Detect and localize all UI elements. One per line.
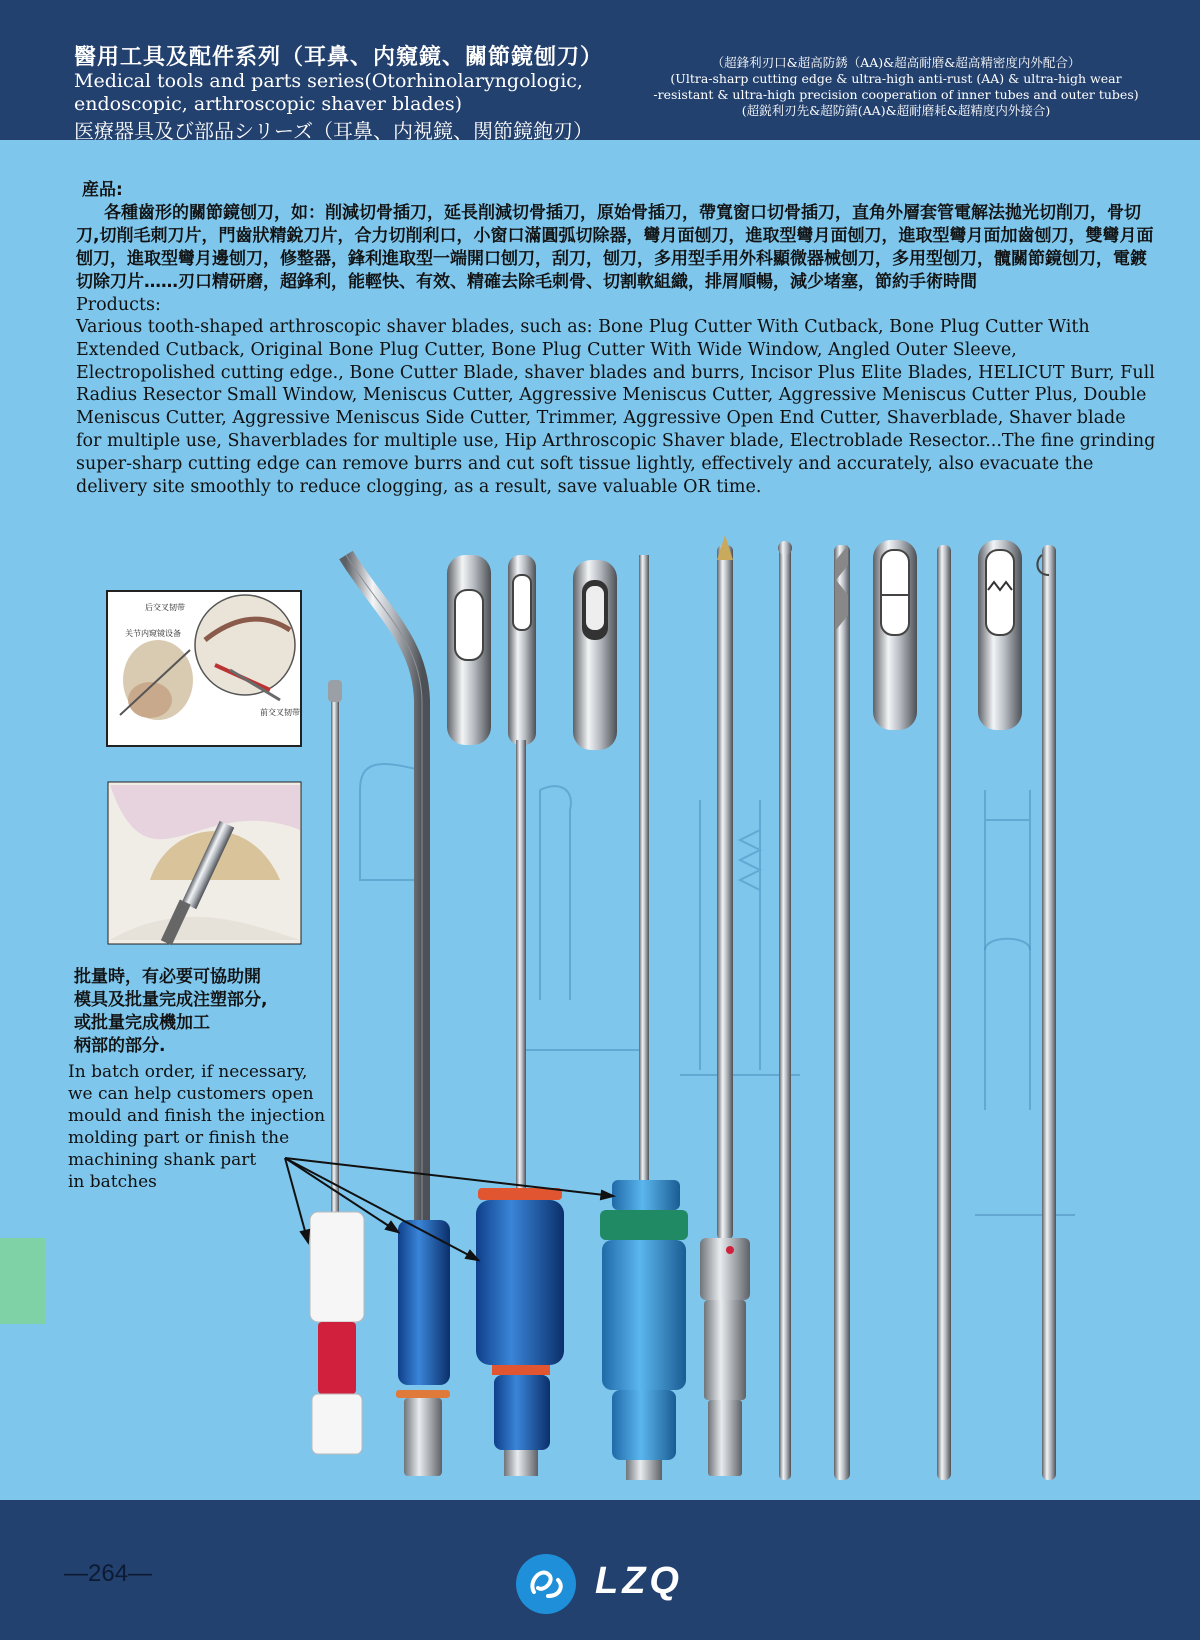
features-block (636, 55, 1156, 119)
batch-zh-line: 或批量完成機加工 (74, 1013, 210, 1033)
shaver-instrument-2 (346, 555, 450, 1476)
diagram-label-1: 后交叉韧带 (145, 603, 185, 612)
diagram-label-2: 关节内窥镜设备 (125, 629, 181, 638)
batch-zh-line: 批量時，有必要可協助開 (74, 967, 261, 987)
batch-en-line: mould and finish the injection (68, 1106, 326, 1126)
features-en-line1: (Ultra-sharp cutting edge & ultra-high anti-rust (AA) & ultra-high wear (670, 71, 1122, 86)
title-jp: 医療器具及び部品シリーズ（耳鼻、内視鏡、関節鏡鉋刃） (74, 119, 593, 143)
batch-zh-line: 模具及批量完成注塑部分, (74, 990, 268, 1010)
batch-en-line: in batches (68, 1172, 157, 1192)
title-zh: 醫用工具及配件系列（耳鼻、内窺鏡、關節鏡刨刀） (74, 45, 604, 70)
features-en-line2: -resistant & ultra-high precision cooperation of inner tubes and outer tubes) (653, 87, 1139, 102)
header-banner (0, 0, 1200, 143)
batch-note-zh (74, 966, 267, 1058)
arthroscopy-diagram (107, 591, 301, 746)
products-label-en: Products: (76, 295, 161, 315)
page-number: —264— (64, 1560, 153, 1587)
products-section (76, 175, 1156, 498)
diagram-label-3: 前交叉韧带 (260, 708, 300, 717)
shaver-instrument-3 (476, 740, 564, 1476)
features-jp: (超鋭利刃先&超防錆(AA)&超耐磨耗&超精度内外接合) (741, 103, 1051, 118)
blade-tip-closeups (447, 540, 1022, 750)
batch-note-en (68, 1061, 325, 1193)
side-tab-marker (0, 1238, 45, 1324)
title-en-line2: endoscopic, arthroscopic shaver blades) (74, 93, 462, 115)
batch-en-line: we can help customers open (68, 1084, 314, 1104)
shaver-instrument-5 (700, 535, 750, 1476)
batch-zh-line: 柄部的部分. (74, 1036, 166, 1056)
batch-en-line: In batch order, if necessary, (68, 1062, 308, 1082)
brand-logo-icon (514, 1552, 578, 1616)
products-desc-en: Various tooth-shaped arthroscopic shaver blades, such as: Bone Plug Cutter With Cutback, Bone Plug Cutter With Extended Cutback, Original Bone Plug Cutter, Bone Plug Cutter With Wide Window, Angled Outer Sleeve, Electropolished cutting edge., Bone Cutter Blade, shaver blades and burrs, Incisor Plus Elite Blades, HELICUT Burr, Full Radius Resector Small Window, Meniscus Cutter, Aggressive Meniscus Cutter, Aggressive Meniscus Cutter Plus, Double Meniscus Cutter, Aggressive Meniscus Side Cutter, Trimmer, Aggressive Open End Cutter, Shaverblade, Shaver blade for multiple use, Shaverblades for multiple use, Hip Arthroscopic Shaver blade, Electroblade Resector...The fine grinding super-sharp cutting edge can remove burrs and cut soft tissue lightly, effectively and accurately, also evacuate the delivery site smoothly to reduce clogging, as a result, save valuable OR time. (76, 317, 1156, 497)
brand-name: LZQ (595, 1560, 683, 1602)
products-label-zh: 産品: (82, 180, 123, 200)
products-desc-zh: 各種齒形的關節鏡刨刀，如：削減切骨插刀，延長削減切骨插刀，原始骨插刀，帶寬窗口切骨插刀，直角外層套管電解法拋光切削刀，骨切刀,切削毛刺刀片，門齒狀精銳刀片，合力切削利口，小窗口滿圓弧切除器，彎月面刨刀，進取型彎月面刨刀，進取型彎月面加齒刨刀，雙彎月面刨刀，進取型彎月邊刨刀，修整器，鋒利進取型一端開口刨刀，刮刀，刨刀，多用型手用外科顯微器械刨刀，多用型刨刀，髖關節鏡刨刀，電鍍切除刀片……刃口精研磨，超鋒利，能輕快、有效、精確去除毛刺骨、切割軟組織，排屑順暢，減少堵塞，節約手術時間 (76, 203, 1154, 292)
batch-en-line: molding part or finish the (68, 1128, 290, 1148)
burr-surgery-photo (108, 782, 301, 945)
batch-en-line: machining shank part (68, 1150, 257, 1170)
features-zh: （超鋒利刃口&超高防銹（AA)&超高耐磨&超高精密度内外配合） (711, 55, 1081, 70)
title-en-line1: Medical tools and parts series(Otorhinolaryngologic, (74, 70, 583, 92)
